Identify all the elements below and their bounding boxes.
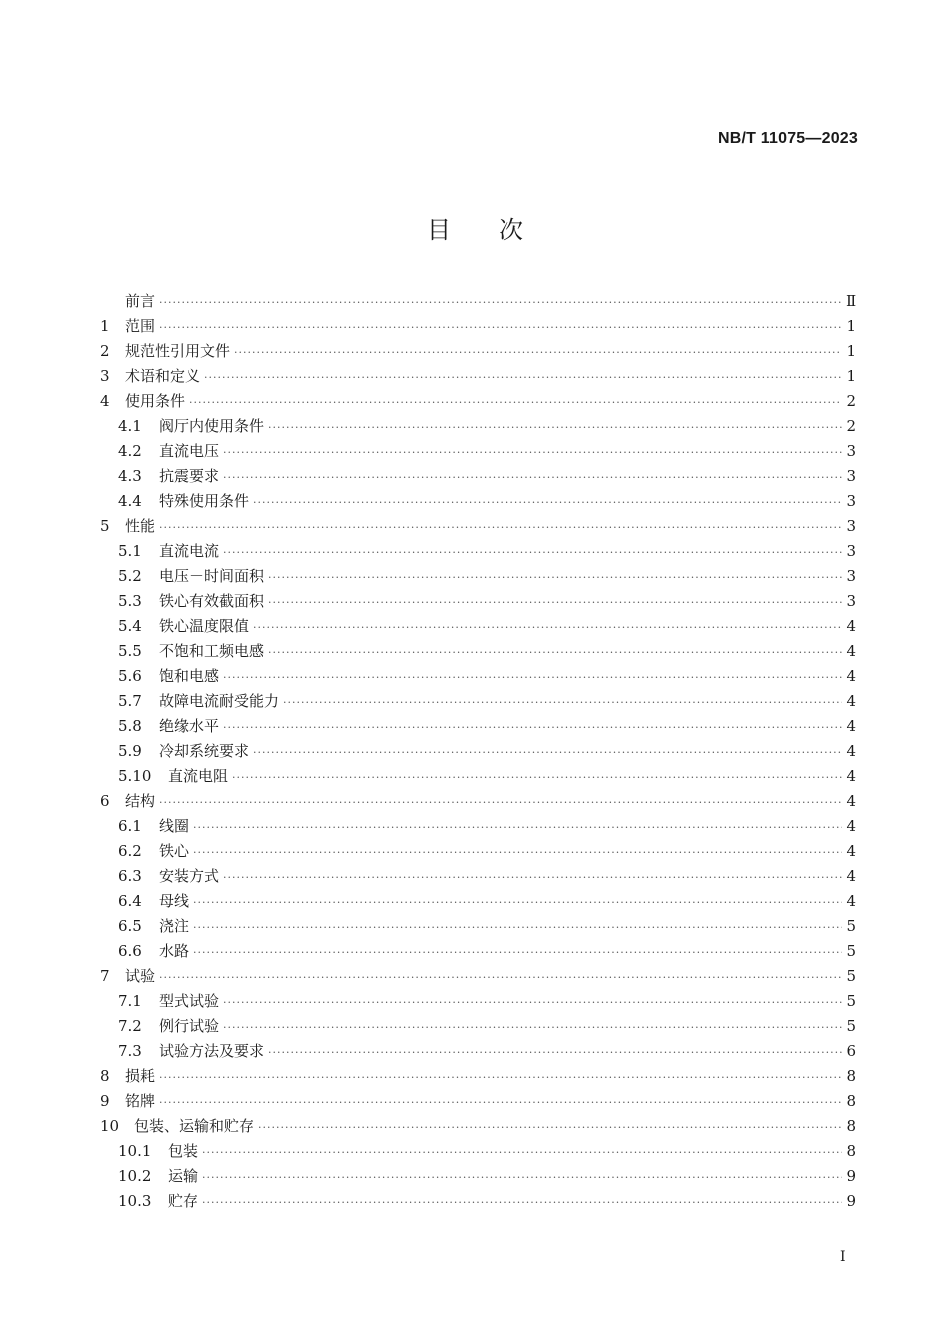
toc-entry-number: 6.1 <box>118 817 142 835</box>
dot-leader <box>159 515 842 540</box>
toc-entry[interactable] <box>100 889 856 914</box>
dot-leader <box>268 590 842 615</box>
toc-entry[interactable] <box>100 1139 856 1164</box>
toc-entry[interactable] <box>100 964 856 989</box>
toc-entry[interactable] <box>100 989 856 1014</box>
toc-entry[interactable] <box>100 864 856 889</box>
toc-entry[interactable] <box>100 289 856 314</box>
toc-entry-page: 5 <box>846 942 856 960</box>
toc-entry-page: 4 <box>846 867 856 885</box>
dot-leader <box>223 715 842 740</box>
toc-entry[interactable] <box>100 1064 856 1089</box>
dot-leader <box>202 1140 842 1165</box>
toc-entry-page: Ⅱ <box>846 292 857 310</box>
toc-entry[interactable] <box>100 639 856 664</box>
toc-entry-number: 1 <box>100 317 110 335</box>
toc-entry-number: 6.2 <box>118 842 142 860</box>
toc-entry-label: 前言 <box>125 292 156 310</box>
toc-entry[interactable] <box>100 1189 856 1214</box>
toc-entry[interactable] <box>100 564 856 589</box>
toc-entry[interactable] <box>100 539 856 564</box>
toc-entry[interactable] <box>100 1114 856 1139</box>
dot-leader <box>159 1065 842 1090</box>
toc-entry-label: 饱和电感 <box>159 667 220 685</box>
toc-entry-number: 7.2 <box>118 1017 142 1035</box>
dot-leader <box>159 315 842 340</box>
dot-leader <box>268 1040 842 1065</box>
toc-entry-number: 5.9 <box>118 742 142 760</box>
toc-entry-number: 4.4 <box>118 492 142 510</box>
toc-entry[interactable] <box>100 664 856 689</box>
toc-entry-number: 5.7 <box>118 692 142 710</box>
toc-entry[interactable] <box>100 414 856 439</box>
toc-entry-number: 7.3 <box>118 1042 142 1060</box>
dot-leader <box>268 640 842 665</box>
standard-number: NB/T 11075—2023 <box>718 130 858 147</box>
dot-leader <box>223 865 842 890</box>
toc-entry-label: 术语和定义 <box>125 367 201 385</box>
dot-leader <box>258 1115 842 1140</box>
toc-entry-label: 铁心有效截面积 <box>159 592 265 610</box>
page-title: 目次 <box>427 216 571 244</box>
toc-entry-number: 5.3 <box>118 592 142 610</box>
toc-entry-number: 5.1 <box>118 542 142 560</box>
toc-entry-number: 5.6 <box>118 667 142 685</box>
toc-entry-number: 5.4 <box>118 617 142 635</box>
toc-entry-page: 3 <box>846 567 856 585</box>
toc-entry-number: 10 <box>100 1117 120 1135</box>
toc-entry[interactable] <box>100 914 856 939</box>
toc-entry-page: 5 <box>846 917 856 935</box>
toc-entry-page: 8 <box>846 1067 856 1085</box>
toc-entry[interactable] <box>100 314 856 339</box>
toc-entry-page: 1 <box>846 317 856 335</box>
toc-entry[interactable] <box>100 764 856 789</box>
toc-entry-label: 使用条件 <box>125 392 186 410</box>
toc-entry[interactable] <box>100 939 856 964</box>
dot-leader <box>193 940 842 965</box>
toc-entry-label: 电压－时间面积 <box>159 567 265 585</box>
toc-entry-page: 5 <box>846 1017 856 1035</box>
toc-entry-page: 4 <box>846 792 856 810</box>
toc-entry[interactable] <box>100 364 856 389</box>
toc-entry-page: 1 <box>846 342 856 360</box>
dot-leader <box>223 1015 842 1040</box>
toc-entry-page: 4 <box>846 842 856 860</box>
toc-entry-number: 5.10 <box>118 767 152 785</box>
toc-entry-number: 7.1 <box>118 992 142 1010</box>
toc-entry-number: 10.2 <box>118 1167 152 1185</box>
dot-leader <box>268 565 842 590</box>
toc-entry[interactable] <box>100 839 856 864</box>
toc-entry-page: 4 <box>846 617 856 635</box>
toc-entry-number: 10.3 <box>118 1192 152 1210</box>
toc-entry-page: 8 <box>846 1142 856 1160</box>
toc-entry-number: 5.2 <box>118 567 142 585</box>
toc-entry-number: 4.2 <box>118 442 142 460</box>
toc-entry-number: 4.1 <box>118 417 142 435</box>
dot-leader <box>268 415 842 440</box>
dot-leader <box>204 365 842 390</box>
toc-entry-number: 6.6 <box>118 942 142 960</box>
toc-entry-page: 5 <box>846 967 856 985</box>
toc-entry-page: 2 <box>846 392 856 410</box>
toc-entry[interactable] <box>100 1039 856 1064</box>
toc-entry-label: 包装 <box>168 1142 199 1160</box>
dot-leader <box>253 615 842 640</box>
toc-entry-page: 3 <box>846 442 856 460</box>
dot-leader <box>223 665 842 690</box>
dot-leader <box>193 890 842 915</box>
toc-entry[interactable] <box>100 464 856 489</box>
dot-leader <box>159 790 842 815</box>
dot-leader <box>159 965 842 990</box>
toc-entry[interactable] <box>100 439 856 464</box>
dot-leader <box>234 340 842 365</box>
toc-entry-label: 水路 <box>159 942 190 960</box>
toc-entry[interactable] <box>100 389 856 414</box>
toc-entry-label: 抗震要求 <box>159 467 220 485</box>
toc-entry-page: 6 <box>846 1042 856 1060</box>
dot-leader <box>159 1090 842 1115</box>
dot-leader <box>189 390 842 415</box>
toc-entry[interactable] <box>100 589 856 614</box>
toc-entry-label: 试验 <box>125 967 156 985</box>
toc-entry[interactable] <box>100 689 856 714</box>
toc-entry-label: 安装方式 <box>159 867 220 885</box>
toc-entry-label: 铁心 <box>159 842 190 860</box>
toc-entry[interactable] <box>100 814 856 839</box>
toc-entry-number: 6.5 <box>118 917 142 935</box>
toc-entry-number: 7 <box>100 967 110 985</box>
dot-leader <box>193 840 842 865</box>
toc-entry-number: 2 <box>100 342 110 360</box>
toc-entry-page: 3 <box>846 542 856 560</box>
toc-entry-page: 3 <box>846 467 856 485</box>
toc-entry-label: 线圈 <box>159 817 190 835</box>
dot-leader <box>253 490 842 515</box>
toc-entry-label: 例行试验 <box>159 1017 220 1035</box>
toc-entry[interactable] <box>100 739 856 764</box>
toc-entry-label: 运输 <box>168 1167 199 1185</box>
toc-entry-label: 不饱和工频电感 <box>159 642 265 660</box>
toc-entry-page: 8 <box>846 1117 856 1135</box>
table-of-contents <box>100 289 856 1214</box>
toc-entry-label: 故障电流耐受能力 <box>159 692 280 710</box>
toc-entry-number: 6.4 <box>118 892 142 910</box>
toc-entry-number: 6 <box>100 792 110 810</box>
toc-entry-page: 9 <box>846 1167 856 1185</box>
toc-entry-page: 3 <box>846 517 856 535</box>
toc-entry-page: 4 <box>846 767 856 785</box>
toc-entry[interactable] <box>100 714 856 739</box>
toc-entry[interactable] <box>100 1014 856 1039</box>
toc-entry-label: 冷却系统要求 <box>159 742 250 760</box>
dot-leader <box>223 990 842 1015</box>
dot-leader <box>202 1190 842 1215</box>
toc-entry-label: 规范性引用文件 <box>125 342 231 360</box>
toc-entry-label: 阀厅内使用条件 <box>159 417 265 435</box>
toc-entry-number: 8 <box>100 1067 110 1085</box>
dot-leader <box>232 765 842 790</box>
toc-entry-number: 5 <box>100 517 110 535</box>
toc-entry-page: 4 <box>846 692 856 710</box>
toc-entry-number: 6.3 <box>118 867 142 885</box>
toc-entry-label: 型式试验 <box>159 992 220 1010</box>
toc-entry-label: 铭牌 <box>125 1092 156 1110</box>
toc-entry-number: 4.3 <box>118 467 142 485</box>
toc-entry-number: 9 <box>100 1092 110 1110</box>
dot-leader <box>193 815 842 840</box>
toc-entry-number: 5.8 <box>118 717 142 735</box>
dot-leader <box>253 740 842 765</box>
toc-entry-label: 母线 <box>159 892 190 910</box>
dot-leader <box>223 540 842 565</box>
toc-entry-number: 4 <box>100 392 110 410</box>
toc-entry-number: 10.1 <box>118 1142 152 1160</box>
dot-leader <box>223 465 842 490</box>
toc-entry-label: 试验方法及要求 <box>159 1042 265 1060</box>
toc-entry-label: 绝缘水平 <box>159 717 220 735</box>
toc-entry-number: 3 <box>100 367 110 385</box>
toc-entry-label: 直流电压 <box>159 442 220 460</box>
page-number: I <box>840 1249 846 1265</box>
toc-entry-label: 结构 <box>125 792 156 810</box>
toc-entry-page: 4 <box>846 667 856 685</box>
dot-leader <box>193 915 842 940</box>
toc-entry[interactable] <box>100 614 856 639</box>
toc-entry-label: 铁心温度限值 <box>159 617 250 635</box>
toc-entry-page: 4 <box>846 817 856 835</box>
toc-entry-label: 特殊使用条件 <box>159 492 250 510</box>
toc-entry[interactable] <box>100 339 856 364</box>
toc-entry-page: 5 <box>846 992 856 1010</box>
toc-entry[interactable] <box>100 1164 856 1189</box>
toc-entry-label: 包装、运输和贮存 <box>134 1117 255 1135</box>
toc-entry-page: 1 <box>846 367 856 385</box>
toc-entry-page: 4 <box>846 742 856 760</box>
toc-entry-page: 4 <box>846 642 856 660</box>
toc-entry-page: 3 <box>846 492 856 510</box>
toc-entry-label: 直流电阻 <box>168 767 229 785</box>
toc-entry-label: 直流电流 <box>159 542 220 560</box>
toc-entry-page: 3 <box>846 592 856 610</box>
toc-entry[interactable] <box>100 789 856 814</box>
dot-leader <box>283 690 842 715</box>
toc-entry-page: 8 <box>846 1092 856 1110</box>
toc-entry-number: 5.5 <box>118 642 142 660</box>
toc-entry-label: 损耗 <box>125 1067 156 1085</box>
toc-entry-page: 9 <box>846 1192 856 1210</box>
toc-entry-label: 浇注 <box>159 917 190 935</box>
toc-entry-page: 2 <box>846 417 856 435</box>
toc-entry-label: 贮存 <box>168 1192 199 1210</box>
toc-entry[interactable] <box>100 489 856 514</box>
dot-leader <box>159 290 842 315</box>
toc-entry-page: 4 <box>846 717 856 735</box>
toc-entry-label: 范围 <box>125 317 156 335</box>
toc-entry-label: 性能 <box>125 517 156 535</box>
dot-leader <box>223 440 842 465</box>
toc-entry[interactable] <box>100 514 856 539</box>
toc-entry[interactable] <box>100 1089 856 1114</box>
toc-entry-page: 4 <box>846 892 856 910</box>
dot-leader <box>202 1165 842 1190</box>
